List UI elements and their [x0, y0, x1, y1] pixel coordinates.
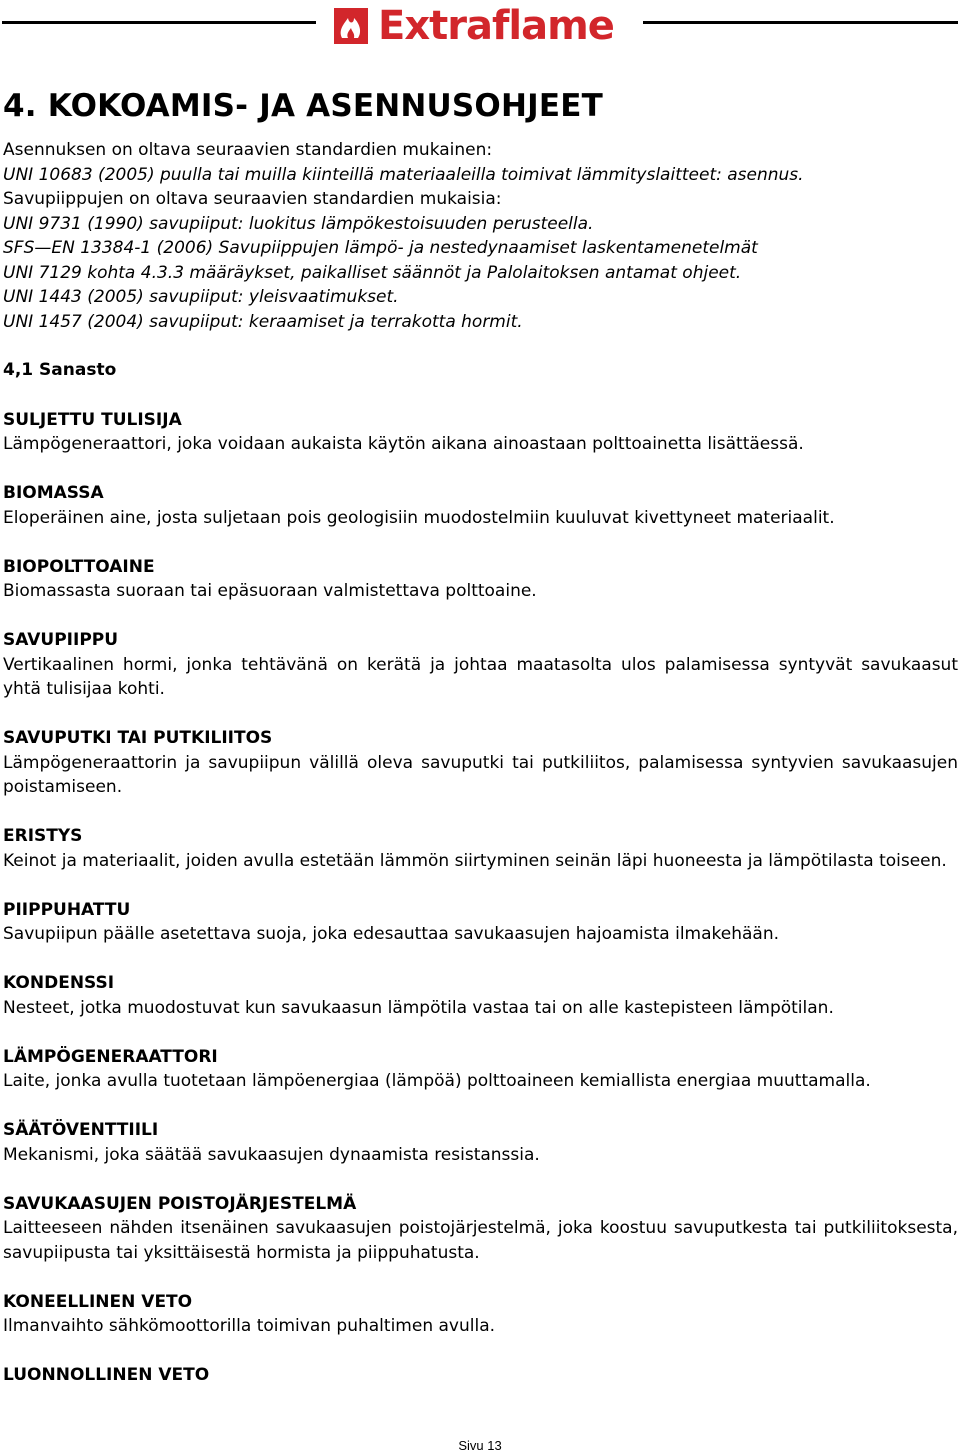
- term-description: Ilmanvaihto sähkömoottorilla toimivan puhaltimen avulla.: [3, 1316, 496, 1336]
- header-rule-right: [643, 21, 958, 24]
- term-title: SAVUKAASUJEN POISTOJÄRJESTELMÄ: [3, 1193, 357, 1214]
- intro-line: UNI 7129 kohta 4.3.3 määräykset, paikalliset säännöt ja Palolaitoksen antamat ohjeet.: [3, 262, 742, 283]
- brand-logo: [328, 2, 634, 50]
- glossary-entry: [3, 971, 958, 1020]
- glossary-entry: [3, 481, 958, 530]
- term-title: KONEELLINEN VETO: [3, 1291, 193, 1312]
- intro-line: SFS—EN 13384-1 (2006) Savupiippujen lämpö- ja nestedynaamiset laskentamenetelmät: [3, 238, 758, 258]
- glossary-entry: [3, 408, 958, 457]
- term-description: Vertikaalinen hormi, jonka tehtävänä on kerätä ja johtaa maatasolta ulos palamisessa syntyvät savukaasut yhtä tulisijaa kohti.: [3, 654, 958, 699]
- glossary-entry: [3, 1363, 958, 1388]
- term-description: Laite, jonka avulla tuotetaan lämpöenergiaa (lämpöä) polttoaineen kemiallista energiaa muuttamalla.: [3, 1071, 871, 1091]
- intro-line: UNI 1443 (2005) savupiiput: yleisvaatimukset.: [3, 287, 399, 307]
- page-title: 4. KOKOAMIS- JA ASENNUSOHJEET: [3, 88, 603, 124]
- term-title: LUONNOLLINEN VETO: [3, 1365, 210, 1385]
- glossary-entry: [3, 1045, 958, 1094]
- glossary-entry: [3, 726, 958, 800]
- term-title: SAVUPIIPPU: [3, 630, 119, 650]
- term-title: SÄÄTÖVENTTIILI: [3, 1120, 159, 1140]
- glossary-entry: [3, 1192, 958, 1266]
- term-description: Savupiipun päälle asetettava suoja, joka edesauttaa savukaasujen hajoamista ilmakehään.: [3, 924, 779, 944]
- glossary-entry: [3, 824, 958, 873]
- intro-line: UNI 9731 (1990) savupiiput: luokitus lämpökestoisuuden perusteella.: [3, 213, 594, 234]
- intro-line: UNI 1457 (2004) savupiiput: keraamiset ja terrakotta hormit.: [3, 311, 523, 332]
- term-title: ERISTYS: [3, 826, 83, 846]
- term-description: Lämpögeneraattori, joka voidaan aukaista käytön aikana ainoastaan polttoainetta lisättäessä.: [3, 434, 804, 454]
- term-description: Biomassasta suoraan tai epäsuoraan valmistettava polttoaine.: [3, 581, 537, 601]
- glossary-entry: [3, 1290, 958, 1339]
- standards-list: [3, 138, 958, 334]
- term-title: PIIPPUHATTU: [3, 899, 131, 920]
- term-description: Mekanismi, joka säätää savukaasujen dynaamista resistanssia.: [3, 1144, 540, 1165]
- term-title: SAVUPUTKI TAI PUTKILIITOS: [3, 728, 273, 748]
- glossary-entry: [3, 898, 958, 947]
- term-description: Eloperäinen aine, josta suljetaan pois geologisiin muodostelmiin kuuluvat kivettyneet materiaalit.: [3, 507, 835, 528]
- term-title: KONDENSSI: [3, 973, 115, 993]
- term-title: BIOPOLTTOAINE: [3, 556, 155, 577]
- term-description: Laitteeseen nähden itsenäinen savukaasujen poistojärjestelmä, joka koostuu savuputkesta tai putkiliitoksesta, savupiipusta tai yksittäisestä hormista ja piippuhatusta.: [3, 1218, 958, 1263]
- intro-line: Asennuksen on oltava seuraavien standardien mukainen:: [3, 140, 493, 160]
- glossary-entry: [3, 628, 958, 702]
- document-body: [3, 86, 958, 1412]
- header-rule-left: [2, 21, 316, 24]
- term-title: LÄMPÖGENERAATTORI: [3, 1046, 218, 1067]
- term-description: Lämpögeneraattorin ja savupiipun välillä oleva savuputki tai putkiliitos, palamisessa syntyvien savukaasujen poistamiseen.: [3, 752, 958, 797]
- glossary-entry: [3, 555, 958, 604]
- brand-logo-text: Extraflame: [378, 3, 614, 49]
- term-description: Nesteet, jotka muodostuvat kun savukaasun lämpötila vastaa tai on alle kastepisteen lämpötilan.: [3, 997, 834, 1018]
- section-heading: 4,1 Sanasto: [3, 360, 117, 380]
- page-header: [0, 0, 960, 52]
- extraflame-flame-logo-icon: [328, 4, 374, 48]
- term-description: Keinot ja materiaalit, joiden avulla estetään lämmön siirtyminen seinän läpi huoneesta ja lämpötilasta toiseen.: [3, 850, 947, 871]
- page-number: Sivu 13: [458, 1438, 502, 1453]
- glossary-entry: [3, 1118, 958, 1167]
- intro-line: UNI 10683 (2005) puulla tai muilla kiinteillä materiaaleilla toimivat lämmityslaitteet: asennus.: [3, 164, 804, 185]
- intro-line: Savupiippujen on oltava seuraavien standardien mukaisia:: [3, 189, 502, 209]
- glossary: [3, 408, 958, 1388]
- term-title: BIOMASSA: [3, 483, 104, 503]
- term-title: SULJETTU TULISIJA: [3, 409, 182, 430]
